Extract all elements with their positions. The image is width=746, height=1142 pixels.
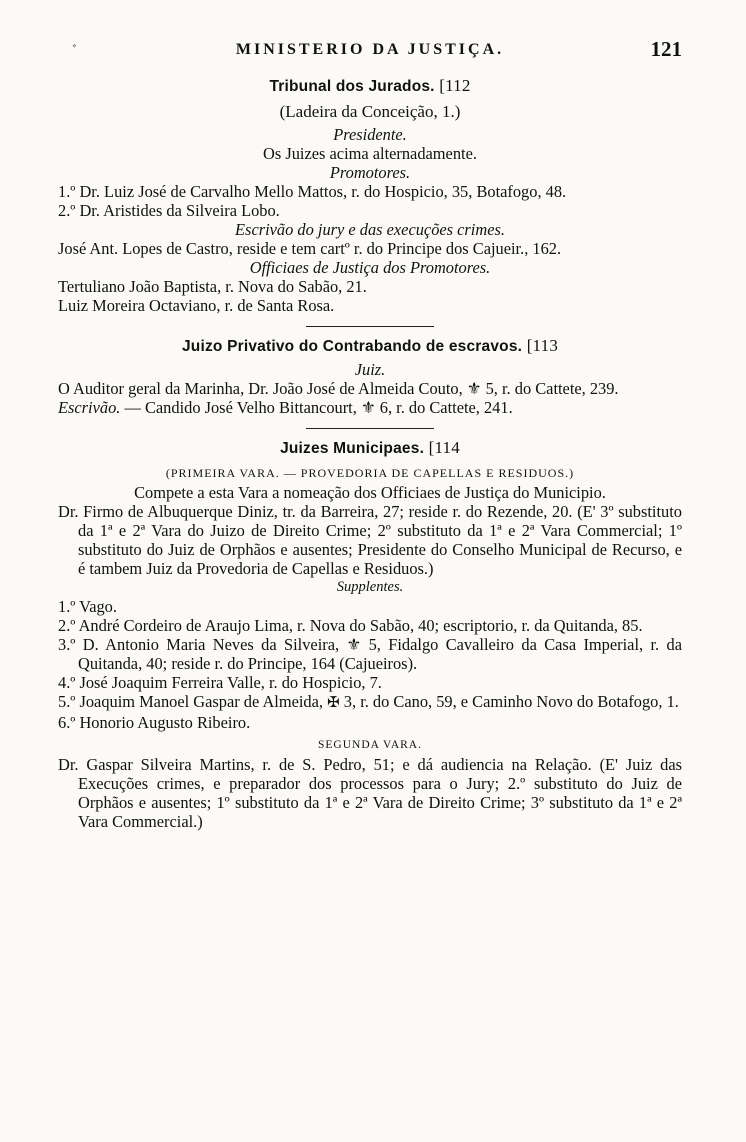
section-divider xyxy=(306,428,434,429)
escrivao-jury-text: José Ant. Lopes de Castro, reside e tem cartº r. do Principe dos Cajueir., 162. xyxy=(58,239,562,258)
privativo-juiz-text-b: 5, r. do Cattete, 239. xyxy=(485,379,619,398)
supplente-6: 6.º Honorio Augusto Ribeiro. xyxy=(58,713,251,732)
privativo-escrivao xyxy=(58,398,682,417)
presidente-text: Os Juizes acima alternadamente. xyxy=(263,144,477,163)
privativo-section-number: [113 xyxy=(526,336,559,355)
order-badge-icon: ⚜ xyxy=(466,379,482,398)
order-badge-icon: ⚜ xyxy=(360,398,376,417)
supplente-1: 1.º Vago. xyxy=(58,597,117,616)
escrivao-jury-label: Escrivão do jury e das execuções crimes. xyxy=(235,220,505,239)
municipaes-section-number: [114 xyxy=(428,438,460,457)
margin-mark: ﾞ xyxy=(72,45,79,60)
cross-icon: ✠ xyxy=(327,695,340,711)
supplente-5-text-b: 3, r. do Cano, 59, e Caminho Novo do Botafogo, 1. xyxy=(343,692,679,711)
municipaes-title xyxy=(58,438,682,458)
presidente-label: Presidente. xyxy=(333,125,407,144)
privativo-juiz-text-a: O Auditor geral da Marinha, Dr. João José de Almeida Couto, xyxy=(58,379,463,398)
supplente-5 xyxy=(58,692,682,713)
supplente-2: 2.º André Cordeiro de Araujo Lima, r. Nova do Sabão, 40; escriptorio, r. da Quitanda, 85. xyxy=(58,616,643,635)
officiaes-label: Officiaes de Justiça dos Promotores. xyxy=(249,258,491,277)
privativo-juiz-text xyxy=(58,379,682,398)
tribunal-address: (Ladeira da Conceição, 1.) xyxy=(279,102,461,121)
privativo-escrivao-label: Escrivão. xyxy=(58,398,121,417)
supplentes-label: Supplentes. xyxy=(336,579,404,595)
juiz-primeira-vara: Dr. Firmo de Albuquerque Diniz, tr. da Barreira, 27; reside r. do Rezende, 20. (E' 3º substituto da 1ª e 2ª Vara do Juizo de Direito Crime; 2º substituto da 1ª e 2ª Vara Commercial; 1º substituto do Juiz de Orphãos e ausentes; Presidente do Conselho Municipal de Recurso, e é tambem Juiz da Provedoria de Capellas e Residuos.) xyxy=(58,502,682,578)
supplente-3-text-a: 3.º D. Antonio Maria Neves da Silveira, xyxy=(58,635,340,654)
compete-text: Compete a esta Vara a nomeação dos Officiaes de Justiça do Municipio. xyxy=(134,483,606,502)
supplente-3-text-b: 5, Fidalgo Cavalleiro da Casa Imperial, r. da Quitanda, 40; reside r. do Principe, 164 (Cajueiros). xyxy=(78,635,682,673)
promotores-label: Promotores. xyxy=(329,163,411,182)
privativo-title-text: Juizo Privativo do Contrabando de escravos. xyxy=(181,338,523,355)
privativo-juiz-label: Juiz. xyxy=(354,360,386,379)
primeira-vara-label: (PRIMEIRA VARA. — PROVEDORIA DE CAPELLAS E RESIDUOS.) xyxy=(165,466,575,480)
officiaes-2: Luiz Moreira Octaviano, r. de Santa Rosa. xyxy=(58,296,335,315)
promotor-2: 2.º Dr. Aristides da Silveira Lobo. xyxy=(58,201,280,220)
page-header xyxy=(58,37,682,63)
section-divider xyxy=(306,326,434,327)
page-body xyxy=(58,76,682,831)
juiz-segunda-vara: Dr. Gaspar Silveira Martins, r. de S. Pedro, 51; e dá audiencia na Relação. (E' Juiz das Execuções crimes, e preparador dos processos para o Jury; 2.º substituto do Juiz de Orphãos e ausentes; 1º substituto da 1ª e 2ª Vara de Direito Crime; 3º substituto da 1ª e 2ª Vara Commercial.) xyxy=(58,755,682,831)
privativo-title xyxy=(58,336,682,356)
order-badge-icon: ⚜ xyxy=(346,635,362,654)
supplente-4: 4.º José Joaquim Ferreira Valle, r. do Hospicio, 7. xyxy=(58,673,382,692)
municipaes-title-text: Juizes Municipaes. xyxy=(280,440,425,457)
tribunal-title-text: Tribunal dos Jurados. xyxy=(269,78,435,95)
tribunal-section-number: [112 xyxy=(439,76,471,95)
officiaes-1: Tertuliano João Baptista, r. Nova do Sabão, 21. xyxy=(58,277,367,296)
supplente-5-text-a: 5.º Joaquim Manoel Gaspar de Almeida, xyxy=(58,692,323,711)
supplente-3 xyxy=(58,635,682,673)
tribunal-title xyxy=(58,76,682,96)
privativo-escrivao-text-b: 6, r. do Cattete, 241. xyxy=(379,398,513,417)
running-title: MINISTERIO DA JUSTIÇA. xyxy=(235,41,505,58)
segunda-vara-label: SEGUNDA VARA. xyxy=(318,739,422,751)
page-number: 121 xyxy=(650,37,682,61)
promotor-1: 1.º Dr. Luiz José de Carvalho Mello Mattos, r. do Hospicio, 35, Botafogo, 48. xyxy=(58,182,567,201)
privativo-escrivao-text-a: — Candido José Velho Bittancourt, xyxy=(124,398,357,417)
